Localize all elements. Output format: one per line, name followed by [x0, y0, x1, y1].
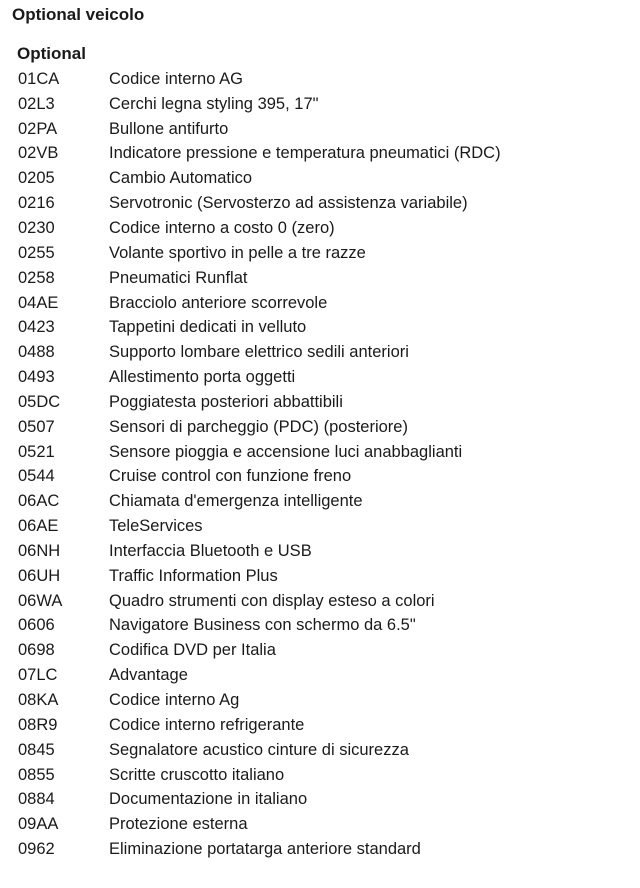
option-description: Cerchi legna styling 395, 17" — [109, 94, 319, 113]
option-row — [18, 564, 501, 589]
option-code: 08R9 — [18, 715, 58, 734]
option-description: Codice interno AG — [109, 69, 243, 88]
option-code: 0544 — [18, 467, 55, 486]
option-description: Volante sportivo in pelle a tre razze — [109, 243, 366, 262]
option-code: 05DC — [18, 392, 61, 411]
option-row — [18, 440, 501, 465]
option-code: 0255 — [18, 243, 55, 262]
option-code: 06AC — [18, 492, 60, 511]
option-row — [18, 291, 501, 316]
option-code: 0230 — [18, 218, 55, 237]
option-description: Pneumatici Runflat — [109, 268, 248, 287]
option-description: Quadro strumenti con display esteso a colori — [109, 591, 435, 610]
option-row — [18, 465, 501, 490]
option-row — [18, 390, 501, 415]
option-code: 09AA — [18, 815, 59, 834]
option-code: 02VB — [18, 144, 59, 163]
option-row — [18, 763, 501, 788]
option-code: 08KA — [18, 691, 59, 710]
option-code: 0216 — [18, 194, 55, 213]
option-row — [18, 688, 501, 713]
option-row — [18, 67, 501, 92]
option-row — [18, 216, 501, 241]
option-code: 06AE — [18, 517, 59, 536]
option-code: 0698 — [18, 641, 55, 660]
option-description: Bullone antifurto — [109, 119, 229, 138]
option-description: Documentazione in italiano — [109, 790, 308, 809]
option-row — [18, 92, 501, 117]
options-list — [18, 67, 501, 862]
option-code: 0884 — [18, 790, 55, 809]
option-description: Servotronic (Servosterzo ad assistenza variabile) — [109, 194, 468, 213]
option-code: 07LC — [18, 666, 58, 685]
option-code: 06NH — [18, 541, 61, 560]
option-code: 0845 — [18, 740, 55, 759]
option-row — [18, 315, 501, 340]
option-row — [18, 713, 501, 738]
option-description: Segnalatore acustico cinture di sicurezza — [109, 740, 409, 759]
option-code: 02L3 — [18, 94, 55, 113]
option-description: Cambio Automatico — [109, 169, 253, 188]
option-row — [18, 738, 501, 763]
option-code: 0258 — [18, 268, 55, 287]
option-row — [18, 365, 501, 390]
option-row — [18, 117, 501, 142]
option-row — [18, 241, 501, 266]
option-code: 06UH — [18, 566, 61, 585]
option-row — [18, 166, 501, 191]
option-code: 0962 — [18, 840, 55, 859]
option-row — [18, 614, 501, 639]
option-row — [18, 142, 501, 167]
option-code: 06WA — [18, 591, 63, 610]
option-description: Cruise control con funzione freno — [109, 467, 352, 486]
option-description: Sensore pioggia e accensione luci anabbaglianti — [109, 442, 463, 461]
option-row — [18, 415, 501, 440]
option-description: Supporto lombare elettrico sedili anteriori — [109, 343, 409, 362]
option-row — [18, 539, 501, 564]
option-code: 0488 — [18, 343, 55, 362]
option-code: 0521 — [18, 442, 55, 461]
option-row — [18, 340, 501, 365]
option-code: 0423 — [18, 318, 55, 337]
option-row — [18, 514, 501, 539]
option-row — [18, 837, 501, 862]
option-row — [18, 812, 501, 837]
option-row — [18, 663, 501, 688]
option-description: TeleServices — [109, 517, 203, 536]
option-description: Codice interno Ag — [109, 691, 240, 710]
option-row — [18, 266, 501, 291]
option-description: Tappetini dedicati in velluto — [109, 318, 307, 337]
option-row — [18, 589, 501, 614]
option-description: Chiamata d'emergenza intelligente — [109, 492, 363, 511]
option-description: Allestimento porta oggetti — [109, 368, 296, 387]
option-code: 0507 — [18, 417, 55, 436]
option-description: Traffic Information Plus — [109, 566, 278, 585]
option-description: Navigatore Business con schermo da 6.5" — [109, 616, 416, 635]
page-title: Optional veicolo — [12, 5, 145, 24]
option-code: 02PA — [18, 119, 58, 138]
option-code: 0855 — [18, 765, 55, 784]
option-description: Poggiatesta posteriori abbattibili — [109, 392, 343, 411]
option-code: 0606 — [18, 616, 55, 635]
section-heading: Optional — [17, 44, 86, 63]
option-code: 0205 — [18, 169, 55, 188]
option-description: Bracciolo anteriore scorrevole — [109, 293, 328, 312]
option-description: Sensori di parcheggio (PDC) (posteriore) — [109, 417, 408, 436]
option-description: Indicatore pressione e temperatura pneumatici (RDC) — [109, 144, 501, 163]
option-description: Advantage — [109, 666, 188, 685]
option-code: 01CA — [18, 69, 60, 88]
option-description: Eliminazione portatarga anteriore standard — [109, 840, 421, 859]
option-row — [18, 638, 501, 663]
option-row — [18, 191, 501, 216]
option-description: Protezione esterna — [109, 815, 248, 834]
option-description: Codifica DVD per Italia — [109, 641, 276, 660]
option-row — [18, 489, 501, 514]
option-description: Scritte cruscotto italiano — [109, 765, 285, 784]
option-code: 04AE — [18, 293, 59, 312]
option-code: 0493 — [18, 368, 55, 387]
option-description: Interfaccia Bluetooth e USB — [109, 541, 312, 560]
option-row — [18, 787, 501, 812]
option-description: Codice interno a costo 0 (zero) — [109, 218, 335, 237]
option-description: Codice interno refrigerante — [109, 715, 305, 734]
